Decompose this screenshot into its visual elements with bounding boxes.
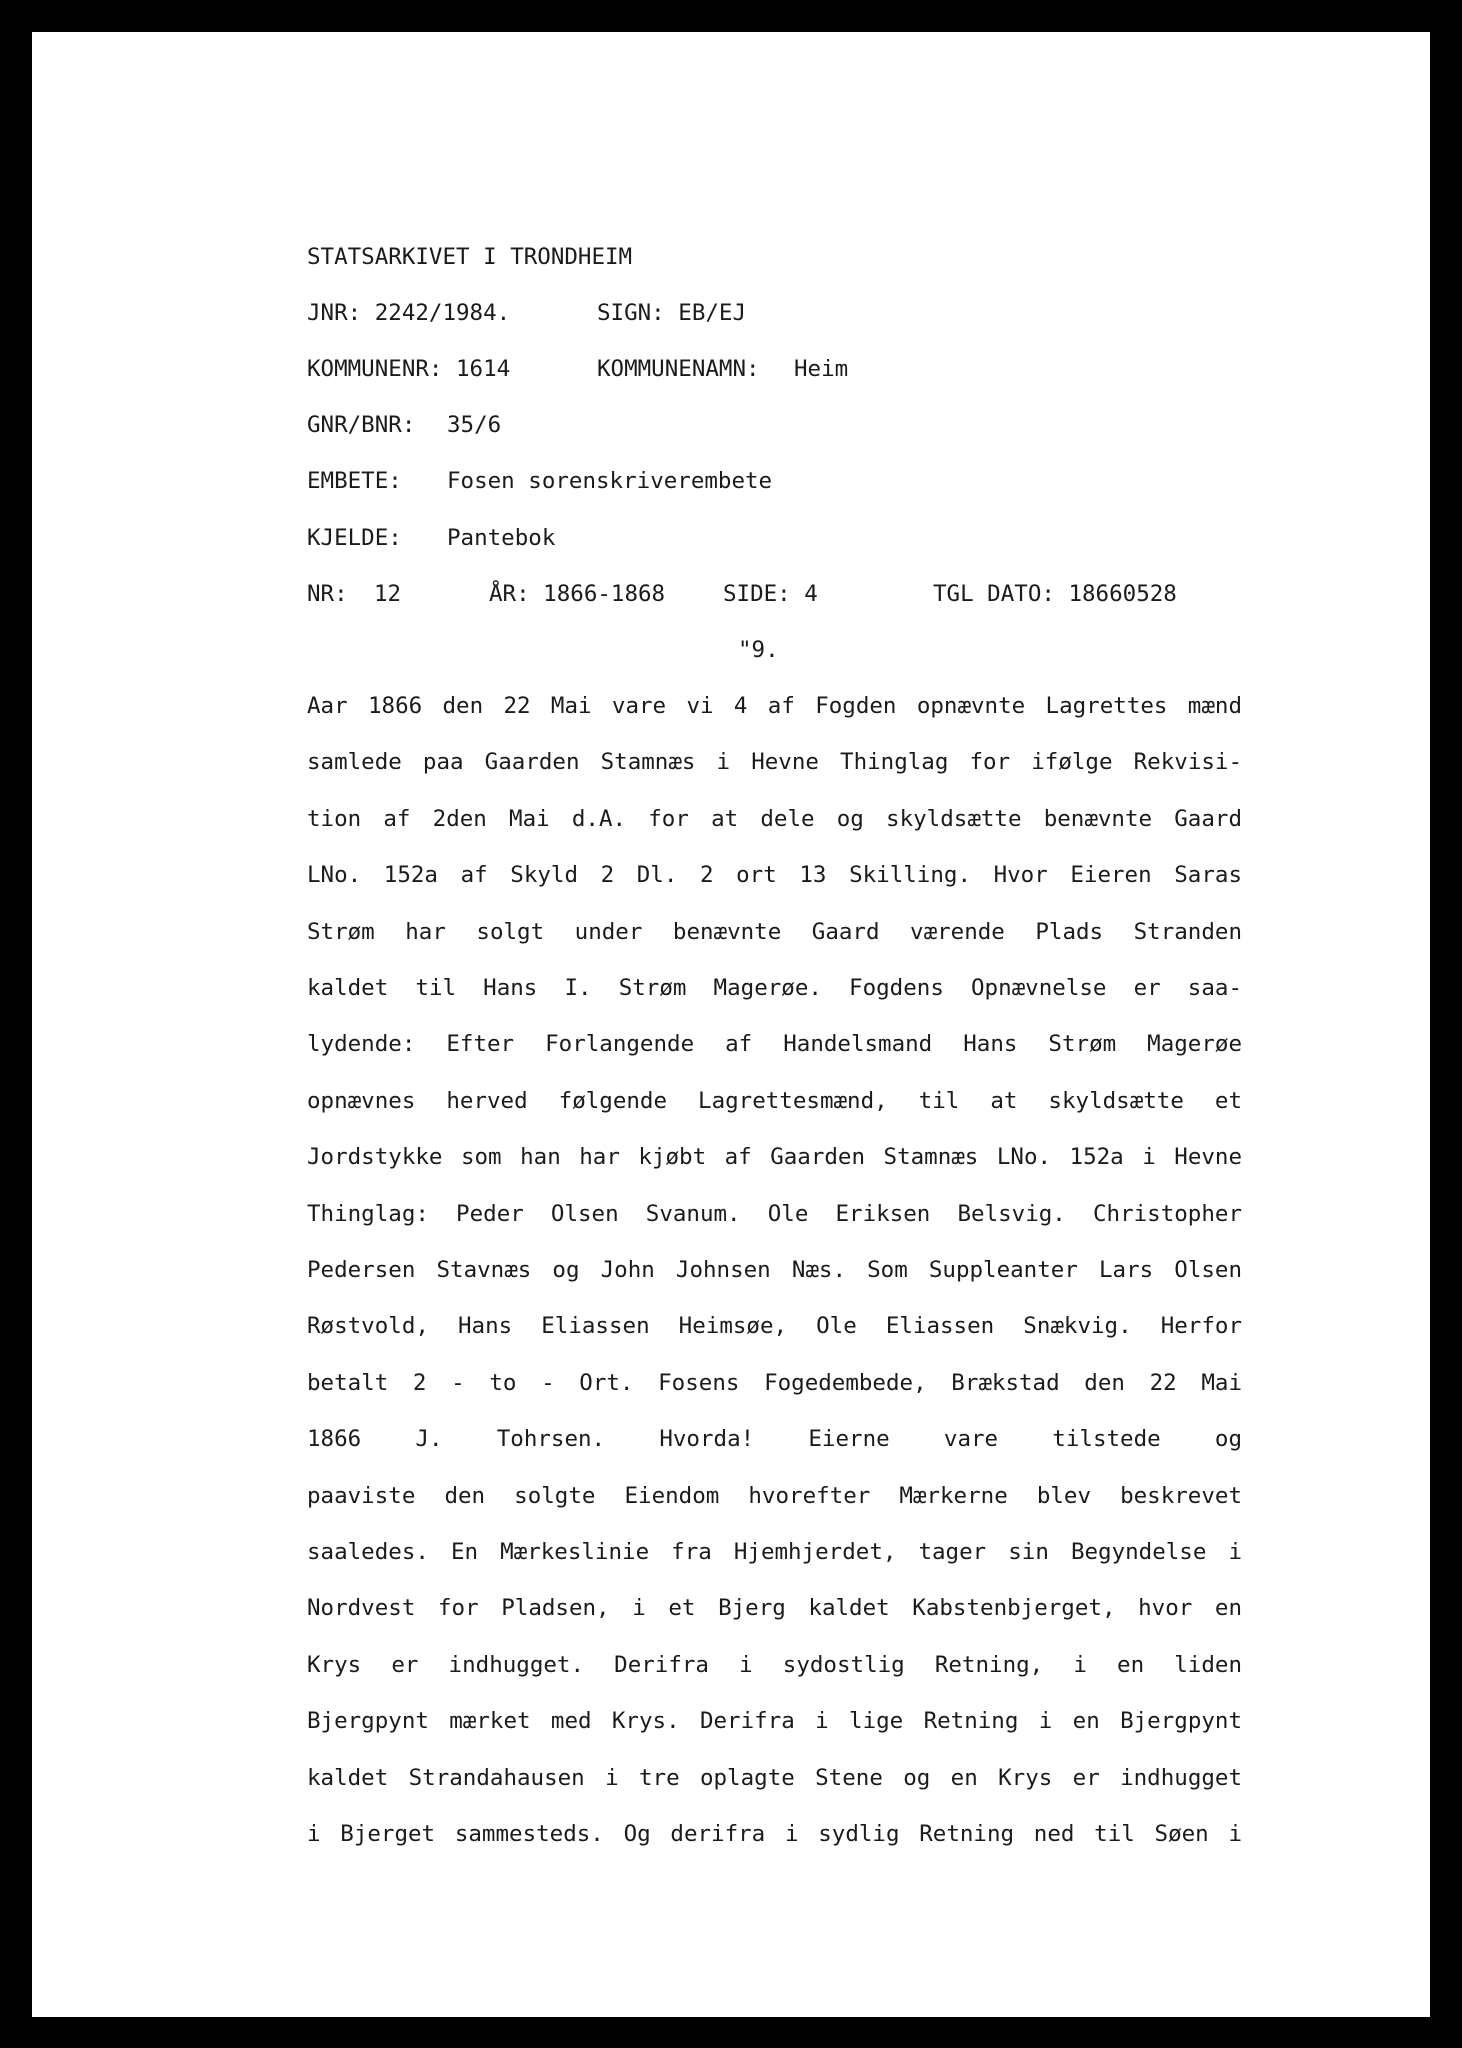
nr-value: 12 [374,581,402,607]
archive-name: STATSARKIVET I TRONDHEIM [307,244,633,270]
body-line: samlede paa Gaarden Stamnæs i Hevne Thinglag for ifølge Rekvisi- [307,749,1242,776]
body-line: Jordstykke som han har kjøbt af Gaarden Stamnæs LNo. 152a i Hevne [307,1144,1242,1171]
body-line: betalt 2 - to - Ort. Fosens Fogedembede, Brækstad den 22 Mai [307,1369,1242,1396]
nr-line [307,579,1177,609]
gnr-line [307,410,502,440]
kommune-line [307,354,849,384]
body-line: saaledes. En Mærkeslinie fra Hjemhjerdet, tager sin Begyndelse i [307,1539,1242,1565]
kjelde-line [307,523,556,553]
body-line: Nordvest for Pladsen, i et Bjerg kaldet Kabstenbjerget, hvor en [307,1595,1242,1622]
body-line: LNo. 152a af Skyld 2 Dl. 2 ort 13 Skilling. Hvor Eieren Saras [307,862,1242,889]
gnr-label: GNR/BNR: [307,412,416,438]
gnr-value: 35/6 [447,412,502,438]
body-line: 1866 J. Tohrsen. Hvorda! Eierne vare tilstede og [307,1426,1242,1453]
body-line: tion af 2den Mai d.A. for at dele og skyldsætte benævnte Gaard [307,805,1242,832]
body-line: paaviste den solgte Eiendom hvorefter Mærkerne blev beskrevet [307,1482,1242,1509]
body-line: Aar 1866 den 22 Mai vare vi 4 af Fogden opnævnte Lagrettes mænd [307,693,1242,719]
kommunenamn-label: KOMMUNENAMN: [597,356,760,382]
body-line: Bjergpynt mærket med Krys. Derifra i lige Retning i en Bjergpynt [307,1708,1242,1735]
kjelde-label: KJELDE: [307,525,402,551]
tgl-dato-label: TGL DATO: 18660528 [933,581,1177,607]
embete-value: Fosen sorenskriverembete [447,468,773,494]
body-line: Krys er indhugget. Derifra i sydostlig Retning, i en liden [307,1651,1242,1678]
embete-line [307,466,773,496]
embete-label: EMBETE: [307,468,402,494]
kommunenamn-value: Heim [794,356,849,382]
body-line: Thinglag: Peder Olsen Svanum. Ole Eriksen Belsvig. Christopher [307,1200,1242,1227]
body-line: opnævnes herved følgende Lagrettesmænd, til at skyldsætte et [307,1087,1242,1114]
body-line: kaldet Strandahausen i tre oplagte Stene og en Krys er indhugget [307,1764,1242,1791]
body-line: i Bjerget sammesteds. Og derifra i sydlig Retning ned til Søen i [307,1821,1242,1847]
side-label: SIDE: 4 [723,581,818,607]
body-line: kaldet til Hans I. Strøm Magerøe. Fogdens Opnævnelse er saa- [307,975,1242,1001]
nr-label: NR: [307,581,348,607]
kjelde-value: Pantebok [447,525,556,551]
body-line: Røstvold, Hans Eliassen Heimsøe, Ole Eliassen Snækvig. Herfor [307,1313,1242,1340]
sign-label: SIGN: EB/EJ [597,300,747,326]
document-page [32,32,1430,2017]
body-line: lydende: Efter Forlangende af Handelsmand Hans Strøm Magerøe [307,1031,1242,1058]
jnr-label: JNR: 2242/1984. [307,300,511,326]
kommunenr-label: KOMMUNENR: 1614 [307,356,511,382]
body-line: Pedersen Stavnæs og John Johnsen Næs. Som Suppleanter Lars Olsen [307,1257,1242,1283]
body-line: Strøm har solgt under benævnte Gaard værende Plads Stranden [307,918,1242,945]
section-number: "9. [738,637,779,663]
aar-label: ÅR: 1866-1868 [489,581,666,607]
jnr-line [307,298,747,328]
